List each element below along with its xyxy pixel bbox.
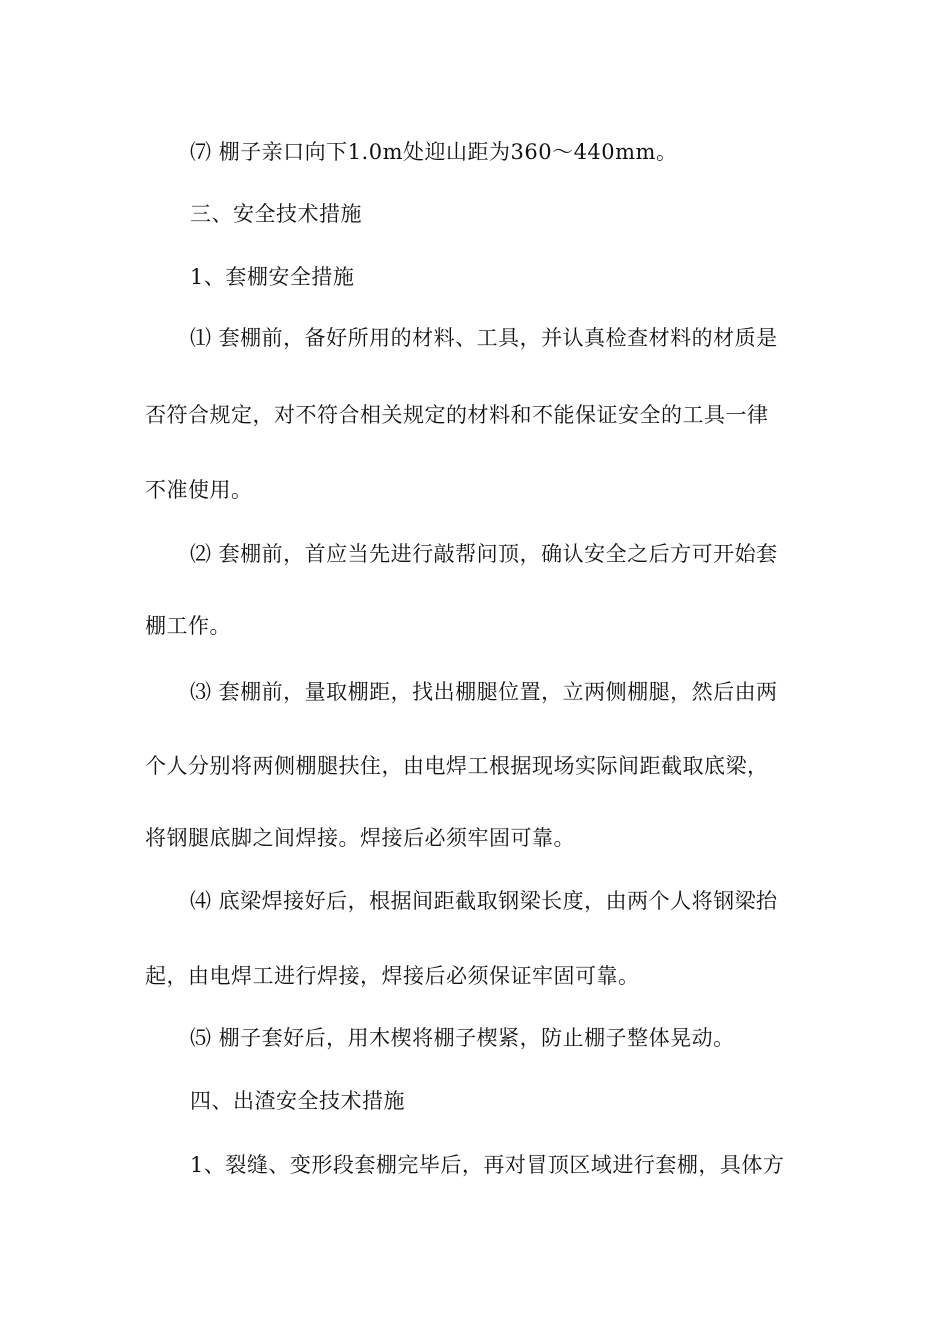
subsection-heading-1: 1、套棚安全措施: [190, 265, 355, 289]
paragraph-item-7-line-1: ⑺ 棚子亲口向下1.0m处迎山距为360～440mm。: [190, 140, 678, 164]
paragraph-item-1-line-3: 不准使用。: [145, 478, 253, 502]
paragraph-item-1-line-2: 否符合规定，对不符合相关规定的材料和不能保证安全的工具一律: [145, 403, 769, 427]
paragraph-item-2-line-2: 棚工作。: [145, 614, 231, 638]
section-heading-3: 三、安全技术措施: [190, 202, 362, 226]
paragraph-item-4-1-line-1: 1、裂缝、变形段套棚完毕后，再对冒顶区域进行套棚，具体方: [190, 1153, 785, 1177]
paragraph-item-3-line-1: ⑶ 套棚前，量取棚距，找出棚腿位置，立两侧棚腿，然后由两: [190, 680, 778, 704]
paragraph-item-5-line-1: ⑸ 棚子套好后，用木楔将棚子楔紧，防止棚子整体晃动。: [190, 1026, 735, 1050]
section-heading-4: 四、出渣安全技术措施: [190, 1089, 405, 1113]
paragraph-item-3-line-3: 将钢腿底脚之间焊接。焊接后必须牢固可靠。: [145, 826, 575, 850]
paragraph-item-3-line-2: 个人分别将两侧棚腿扶住，由电焊工根据现场实际间距截取底梁，: [145, 754, 769, 778]
paragraph-item-1-line-1: ⑴ 套棚前，备好所用的材料、工具，并认真检查材料的材质是: [190, 326, 778, 350]
paragraph-item-4-line-1: ⑷ 底梁焊接好后，根据间距截取钢梁长度，由两个人将钢梁抬: [190, 889, 778, 913]
paragraph-item-2-line-1: ⑵ 套棚前，首应当先进行敲帮问顶，确认安全之后方可开始套: [190, 542, 778, 566]
paragraph-item-4-line-2: 起，由电焊工进行焊接，焊接后必须保证牢固可靠。: [145, 964, 640, 988]
